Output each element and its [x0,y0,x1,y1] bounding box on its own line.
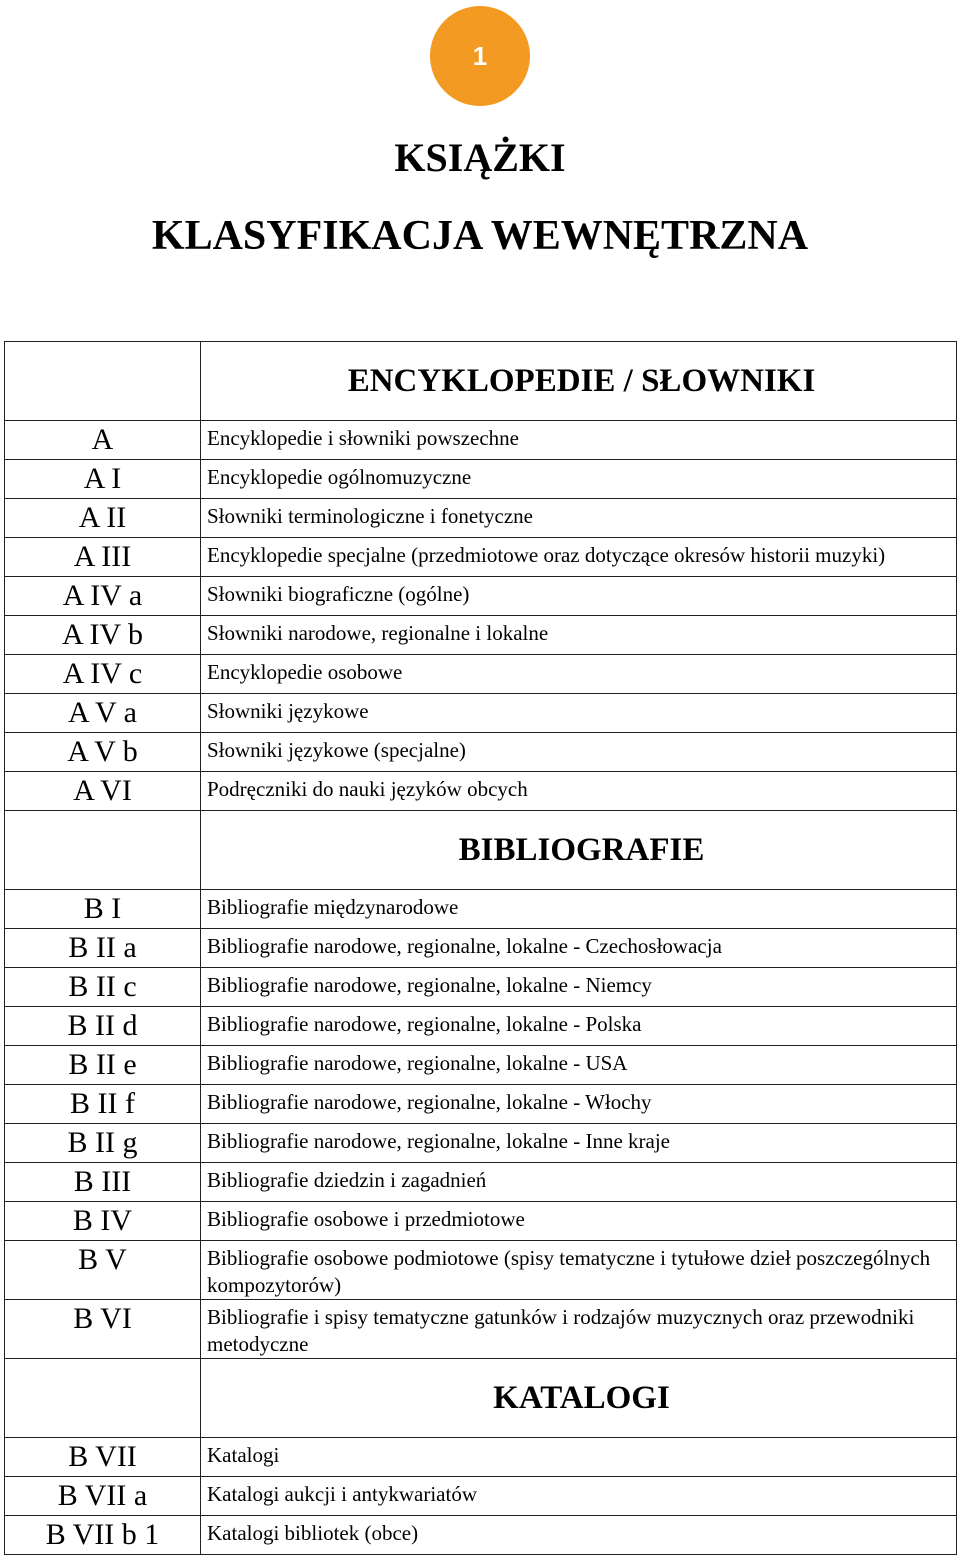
class-code: B IV [5,1202,201,1241]
class-code: A IV a [5,577,201,616]
table-row [5,616,957,655]
class-code: B II f [5,1085,201,1124]
section-heading: KATALOGI [201,1359,957,1438]
class-code: A IV c [5,655,201,694]
class-description: Słowniki narodowe, regionalne i lokalne [201,616,957,655]
class-code: B VII a [5,1477,201,1516]
class-code: A V a [5,694,201,733]
class-description: Bibliografie dziedzin i zagadnień [201,1163,957,1202]
class-description: Katalogi bibliotek (obce) [201,1516,957,1555]
classification-table [4,341,957,1555]
table-row [5,772,957,811]
class-code: B III [5,1163,201,1202]
class-description: Słowniki terminologiczne i fonetyczne [201,499,957,538]
table-row [5,1477,957,1516]
table-row [5,1241,957,1300]
class-code: A V b [5,733,201,772]
class-description: Bibliografie narodowe, regionalne, lokalne - Niemcy [201,968,957,1007]
table-row [5,1163,957,1202]
class-description: Bibliografie i spisy tematyczne gatunków i rodzajów muzycznych oraz przewodniki metodyczne [201,1300,957,1359]
table-row [5,1124,957,1163]
table-row [5,929,957,968]
class-description: Bibliografie osobowe podmiotowe (spisy tematyczne i tytułowe dzieł poszczególnych kompozytorów) [201,1241,957,1300]
class-description: Bibliografie międzynarodowe [201,890,957,929]
class-description: Bibliografie osobowe i przedmiotowe [201,1202,957,1241]
table-row [5,1300,957,1359]
class-code: A II [5,499,201,538]
table-row [5,733,957,772]
section-heading-row [5,811,957,890]
page-title: KSIĄŻKI [394,135,566,180]
table-row [5,655,957,694]
table-row [5,968,957,1007]
table-row [5,890,957,929]
class-description: Bibliografie narodowe, regionalne, lokalne - Czechosłowacja [201,929,957,968]
table-row [5,538,957,577]
table-row [5,1085,957,1124]
class-description: Encyklopedie ogólnomuzyczne [201,460,957,499]
class-code: A IV b [5,616,201,655]
table-row [5,694,957,733]
class-description: Słowniki językowe (specjalne) [201,733,957,772]
class-code: B II c [5,968,201,1007]
class-description: Katalogi aukcji i antykwariatów [201,1477,957,1516]
class-description: Bibliografie narodowe, regionalne, lokalne - Inne kraje [201,1124,957,1163]
class-code: B V [5,1241,201,1300]
table-row [5,460,957,499]
table-row [5,577,957,616]
class-code: B II g [5,1124,201,1163]
section-heading-row [5,1359,957,1438]
class-code: B II d [5,1007,201,1046]
page-subtitle: KLASYFIKACJA WEWNĘTRZNA [151,213,809,259]
class-code: A I [5,460,201,499]
table-row [5,1516,957,1555]
class-description: Podręczniki do nauki języków obcych [201,772,957,811]
class-code: A VI [5,772,201,811]
table-row [5,1202,957,1241]
class-code: A [5,421,201,460]
section-heading-code-cell [5,1359,201,1438]
class-code: B II e [5,1046,201,1085]
class-description: Encyklopedie i słowniki powszechne [201,421,957,460]
class-code: B VI [5,1300,201,1359]
class-description: Bibliografie narodowe, regionalne, lokalne - Włochy [201,1085,957,1124]
page-number-badge: 1 [430,6,530,106]
section-heading: ENCYKLOPEDIE / SŁOWNIKI [201,342,957,421]
section-heading: BIBLIOGRAFIE [201,811,957,890]
class-description: Słowniki biograficzne (ogólne) [201,577,957,616]
class-code: B I [5,890,201,929]
class-description: Bibliografie narodowe, regionalne, lokalne - Polska [201,1007,957,1046]
table-row [5,421,957,460]
class-description: Encyklopedie specjalne (przedmiotowe oraz dotyczące okresów historii muzyki) [201,538,957,577]
table-row [5,1007,957,1046]
class-description: Słowniki językowe [201,694,957,733]
section-heading-code-cell [5,342,201,421]
class-description: Bibliografie narodowe, regionalne, lokalne - USA [201,1046,957,1085]
class-description: Encyklopedie osobowe [201,655,957,694]
class-code: B VII [5,1438,201,1477]
class-code: B II a [5,929,201,968]
table-row [5,1046,957,1085]
section-heading-code-cell [5,811,201,890]
section-heading-row [5,342,957,421]
class-description: Katalogi [201,1438,957,1477]
table-row [5,1438,957,1477]
table-row [5,499,957,538]
class-code: B VII b 1 [5,1516,201,1555]
class-code: A III [5,538,201,577]
